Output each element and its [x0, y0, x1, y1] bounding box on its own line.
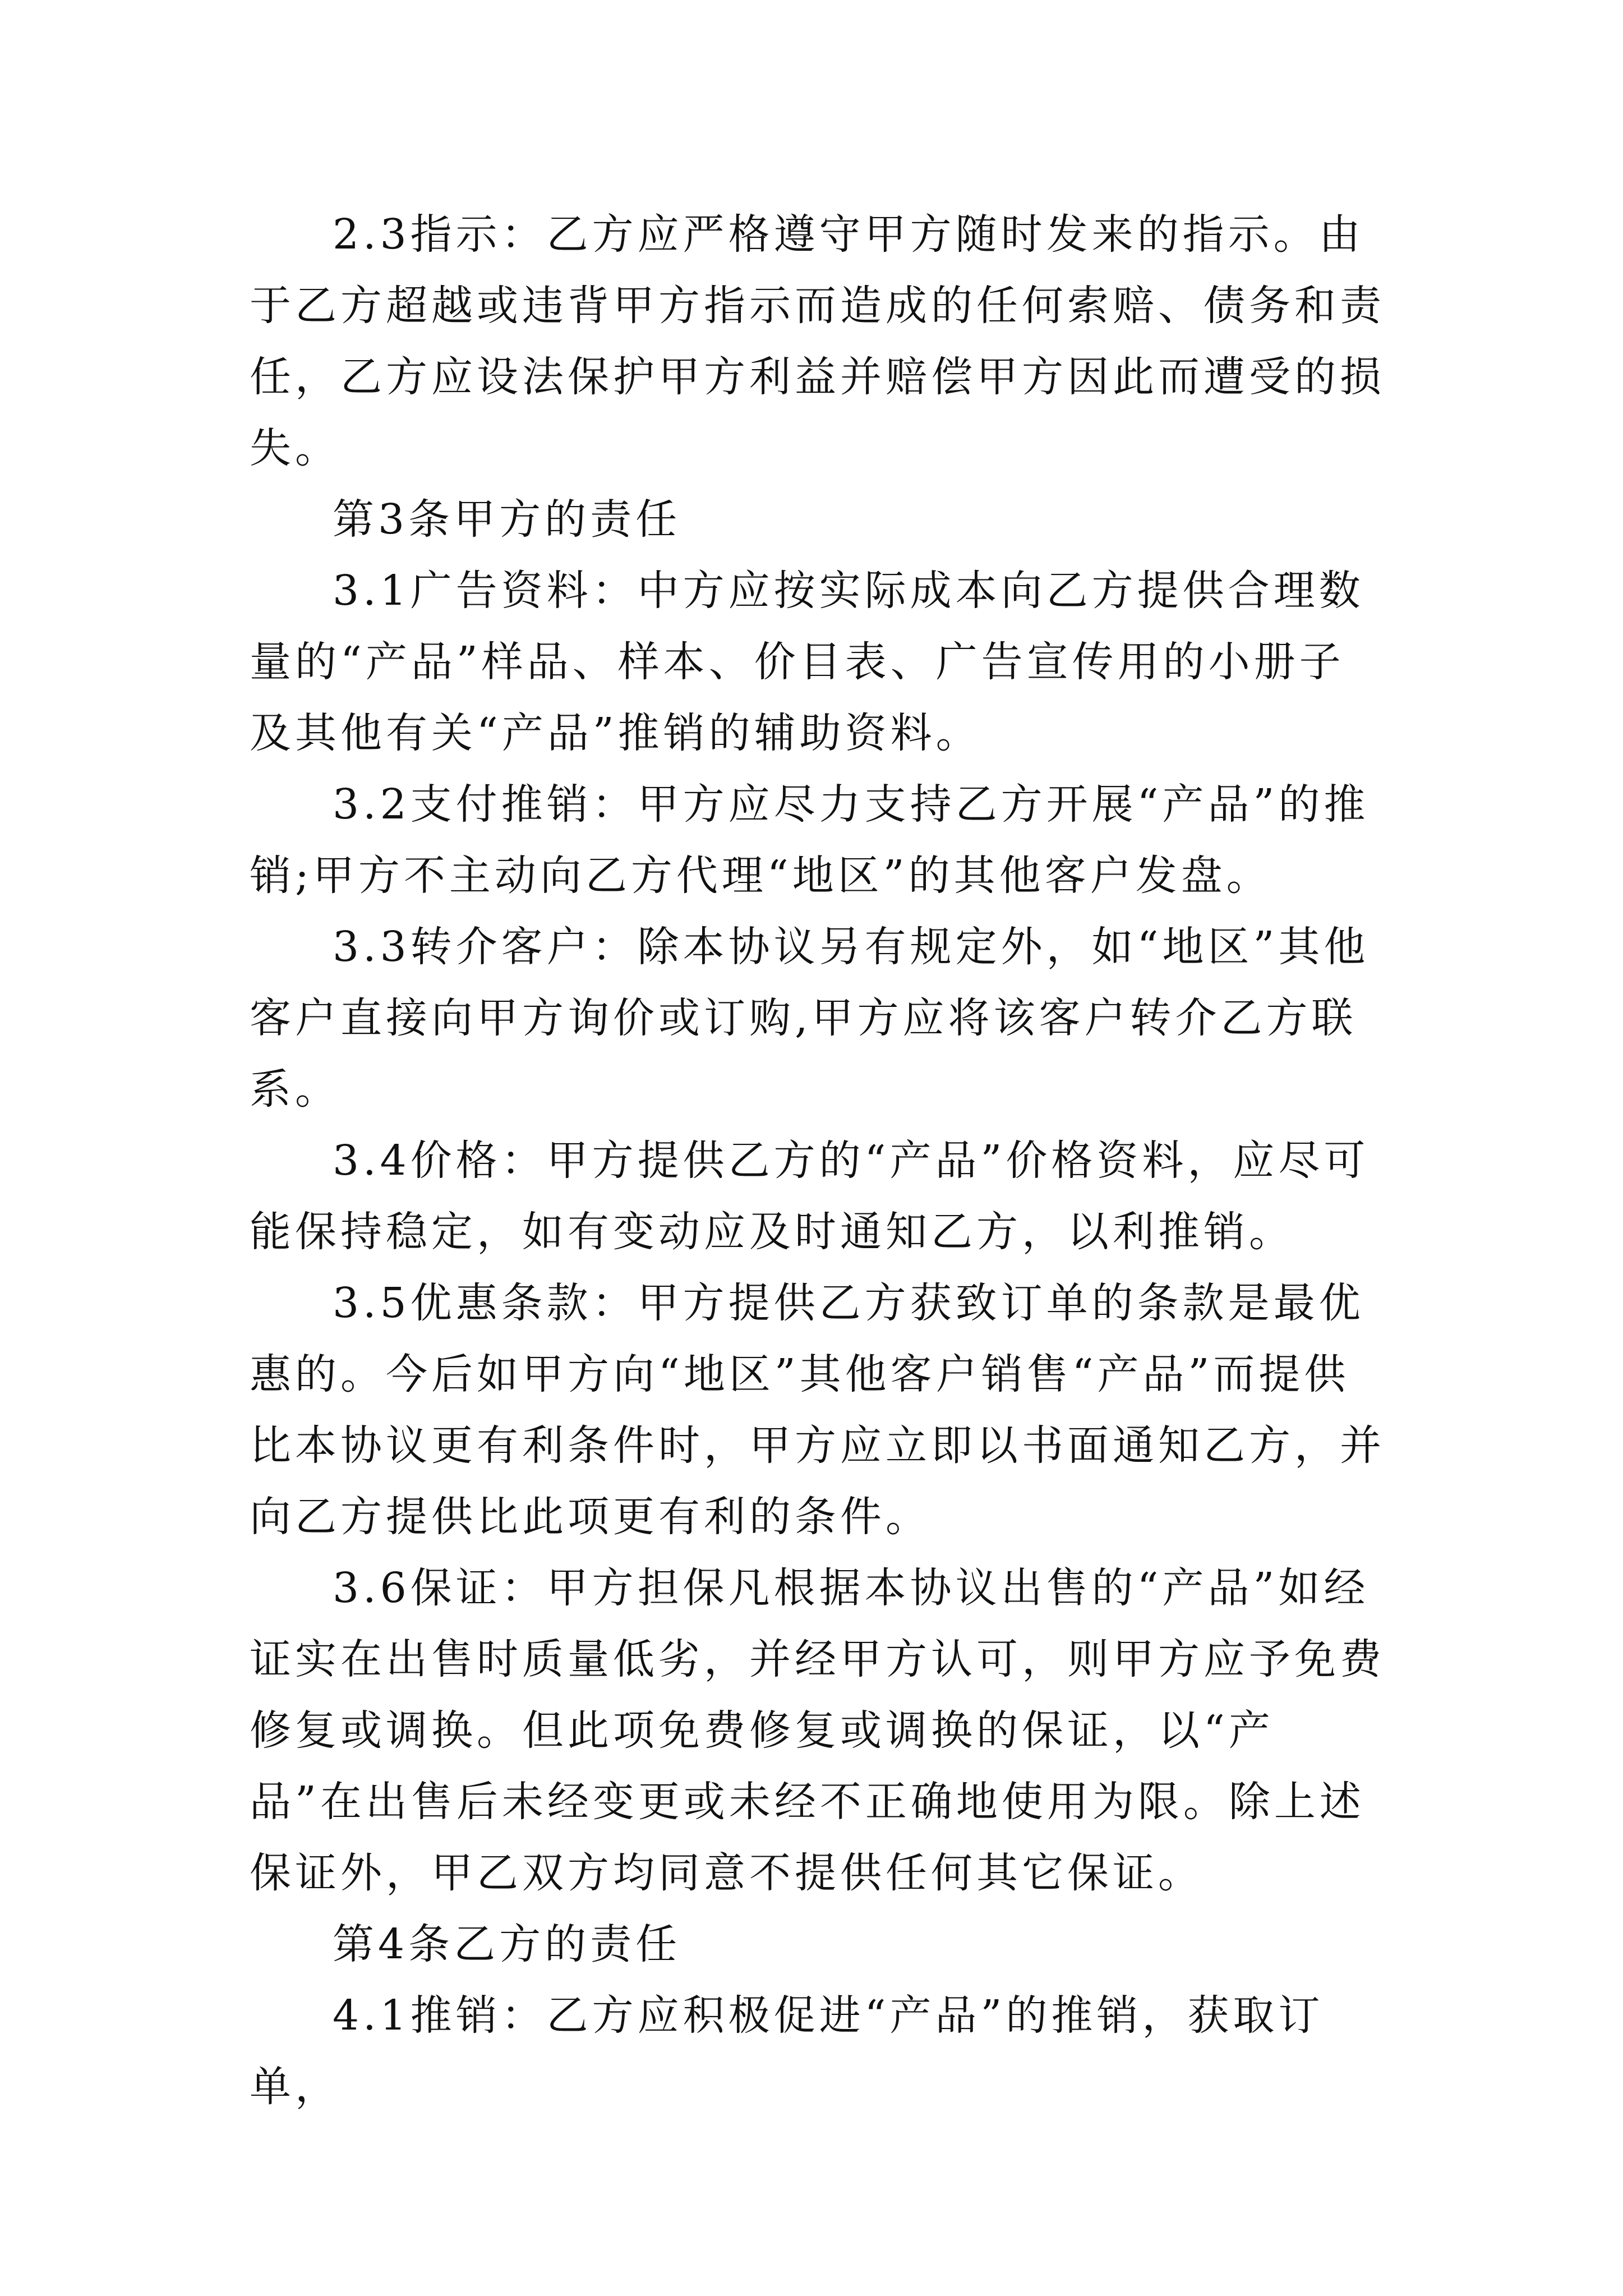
clause-3-1-advertising-materials: 3.1广告资料：中方应按实际成本向乙方提供合理数量的“产品”样品、样本、价目表、广告宣传用的小册子及其他有关“产品”推销的辅助资料。	[250, 567, 1364, 757]
clause-3-4-pricing: 3.4价格：甲方提供乙方的“产品”价格资料，应尽可能保持稳定，如有变动应及时通知乙方，以利推销。	[250, 1137, 1370, 1256]
clause-4-1-promotion: 4.1推销：乙方应积极促进“产品”的推销，获取订单，	[250, 1991, 1324, 2111]
document-body	[250, 199, 1388, 2123]
clause-3-6-warranty: 3.6保证：甲方担保凡根据本协议出售的“产品”如经证实在出售时质量低劣，并经甲方认可，则甲方应予免费修复或调换。但此项免费修复或调换的保证，以“产品”在出售后未经变更或未经不正确地使用为限。除上述保证外，甲乙双方均同意不提供任何其它保证。	[250, 1564, 1385, 1897]
article-3-heading: 第3条甲方的责任	[333, 495, 681, 544]
clause-3-2-sales-support: 3.2支付推销：甲方应尽力支持乙方开展“产品”的推销;甲方不主动向乙方代理“地区”的其他客户发盘。	[250, 780, 1370, 900]
clause-3-5-preferential-terms: 3.5优惠条款：甲方提供乙方获致订单的条款是最优惠的。今后如甲方向“地区”其他客户销售“产品”而提供比本协议更有利条件时，甲方应立即以书面通知乙方，并向乙方提供比此项更有利的条件。	[250, 1279, 1385, 1541]
clause-2-3-instructions: 2.3指示：乙方应严格遵守甲方随时发来的指示。由于乙方超越或违背甲方指示而造成的任何索赔、债务和责任，乙方应设法保护甲方利益并赔偿甲方因此而遭受的损失。	[250, 210, 1385, 472]
clause-3-3-customer-referral: 3.3转介客户：除本协议另有规定外，如“地区”其他客户直接向甲方询价或订购,甲方应将该客户转介乙方联系。	[250, 923, 1370, 1114]
article-4-heading: 第4条乙方的责任	[333, 1920, 681, 1968]
